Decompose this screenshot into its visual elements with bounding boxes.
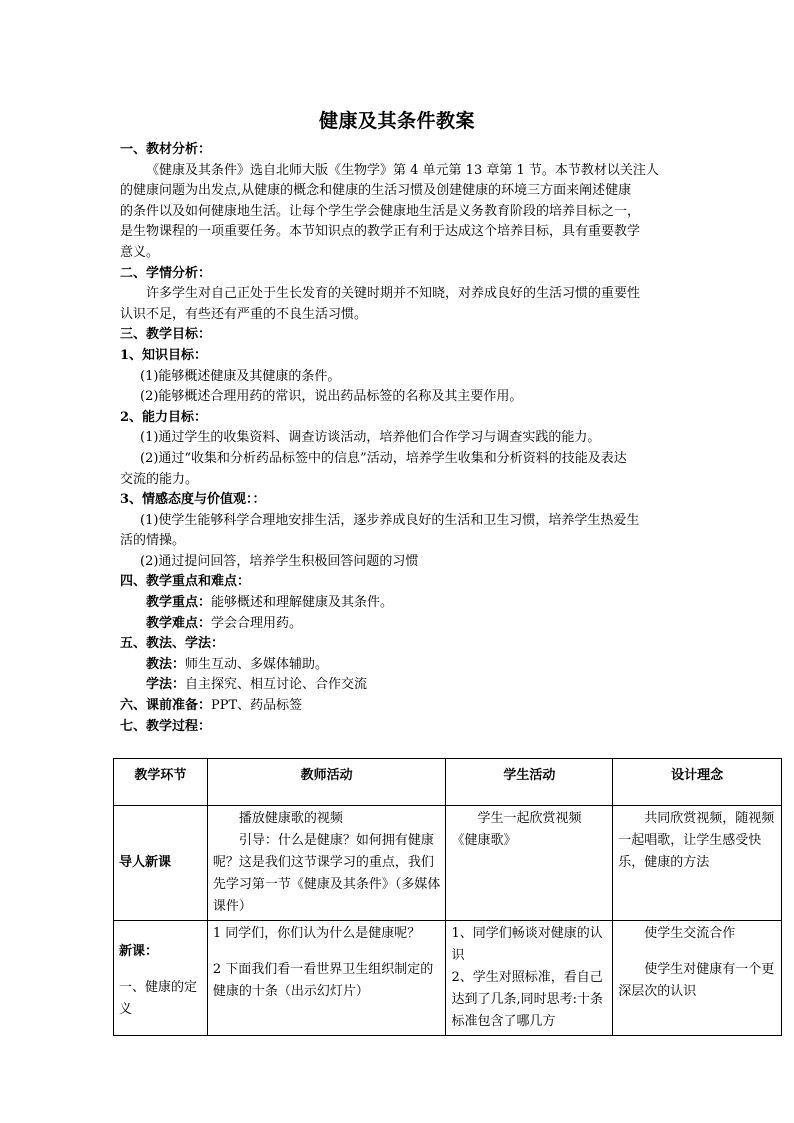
paragraph-line: 《健康及其条件》选自北师大版《生物学》第 4 单元第 13 章第 1 节。本节教材以关注人 [146,162,659,178]
preparation-text: PPT、药品标签 [211,698,303,714]
paragraph-line: 的条件以及如何健康地生活。让每个学生学会健康地生活是义务教育阶段的培养目标之一， [120,203,641,219]
stage-text: 新课： [119,944,159,959]
design-concept-text: 使学生对健康有一个更深层次的认识 [618,962,775,999]
teacher-activity-text: 播放健康歌的视频 [238,811,343,826]
teacher-activity-cell [207,806,446,921]
teacher-activity-text: 引导：什么是健康？如何拥有健康呢？这是我们这节课学习的重点，我们先学习第一节《健康及其条件》（多媒体课件） [212,833,441,914]
subheading-knowledge-goals: 1、知识目标： [120,347,208,363]
learning-method-text: 自主探究、相互讨论、合作交流 [185,677,368,693]
goal-item: (1)能够概述健康及其健康的条件。 [140,368,341,384]
section-heading-methods: 五、教法、学法： [120,636,225,652]
teacher-activity-cell [207,921,446,1036]
header-student-activity: 学生活动 [446,759,613,806]
teaching-method-label: 教法： [146,656,186,672]
goal-item: (2)能够概述合理用药的常识，说出药品标签的名称及其主要作用。 [140,389,523,405]
teacher-activity-text: 1 同学们，你们认为什么是健康呢？ [212,926,421,941]
goal-item-continuation: 交流的能力。 [120,471,199,487]
paragraph-line: 是生物课程的一项重要任务。本节知识点的教学正有利于达成这个培养目标，具有重要教学 [120,224,641,240]
section-heading-key-points: 四、教学重点和难点： [120,574,251,590]
section-heading-student-analysis: 二、学情分析： [120,265,212,281]
paragraph-line: 认识不足，有些还有严重的不良生活习惯。 [120,306,368,322]
difficulty-label: 教学难点： [146,615,212,631]
design-concept-text: 共同欣赏视频，随视频一起唱歌，让学生感受快乐，健康的方法 [618,811,775,870]
section-heading-process: 七、教学过程： [120,718,212,734]
teaching-method-line [120,655,680,676]
student-activity-cell [446,921,613,1036]
document-title: 健康及其条件教案 [318,110,475,132]
teaching-process-table [113,758,782,1036]
document-body [120,140,680,737]
learning-method-line [120,675,680,696]
stage-cell: 导人新课 [114,806,208,921]
teacher-activity-text: 2 下面我们看一看世界卫生组织制定的健康的十条（出示幻灯片） [212,962,434,999]
table-row [114,921,782,1036]
design-concept-cell [613,921,782,1036]
stage-text: 一、健康的定义 [119,980,198,1017]
preparation-line [120,696,680,717]
key-point-line [120,593,680,614]
student-activity-text: 学生一起欣赏视频《健康歌》 [451,811,582,848]
spacer [618,945,776,959]
paragraph-line: 许多学生对自己正处于生长发育的关键时期并不知晓，对养成良好的生活习惯的重要性 [146,286,641,302]
header-teacher-activity: 教师活动 [207,759,446,806]
stage-cell [114,921,208,1036]
teaching-method-text: 师生互动、多媒体辅助。 [185,656,329,672]
design-concept-cell [613,806,782,921]
key-point-label: 教学重点： [146,595,212,611]
learning-method-label: 学法： [146,677,186,693]
table-header-row [114,759,782,806]
section-heading-textbook-analysis: 一、教材分析： [120,142,212,157]
table-row [114,806,782,921]
paragraph-line: 的健康问题为出发点,从健康的概念和健康的生活习惯及创建健康的环境三方面来阐述健康 [120,183,632,199]
subheading-ability-goals: 2、能力目标： [120,409,208,425]
difficulty-line [120,614,680,635]
design-concept-text: 使学生交流合作 [644,926,736,941]
goal-item: (2)通过提问回答，培养学生积极回答问题的习惯 [140,553,419,569]
goal-item: (2)通过“收集和分析药品标签中的信息”活动，培养学生收集和分析资料的技能及表达 [140,450,627,466]
header-design-concept: 设计理念 [613,759,782,806]
section-heading-teaching-goals: 三、教学目标： [120,327,212,343]
goal-item-continuation: 活的情操。 [120,533,186,549]
key-point-text: 能够概述和理解健康及其条件。 [211,595,394,611]
header-stage: 教学环节 [114,759,208,806]
student-activity-cell [446,806,613,921]
subheading-emotion-goals: 3、情感态度与价值观：： [120,492,266,508]
difficulty-text: 学会合理用药。 [211,615,303,631]
goal-item: (1)使学生能够科学合理地安排生活，逐步养成良好的生活和卫生习惯，培养学生热爱生 [140,512,640,528]
paragraph-line: 意义。 [120,244,160,260]
section-heading-preparation: 六、课前准备： [120,698,212,714]
student-activity-text: 1、同学们畅谈对健康的认识 [451,926,603,963]
goal-item: (1)通过学生的收集资料、调查访谈活动，培养他们合作学习与调查实践的能力。 [140,430,601,446]
spacer [213,945,441,959]
student-activity-text: 2、学生对照标准，看自己达到了几条,同时思考:十条标准包含了哪几方 [451,970,603,1029]
